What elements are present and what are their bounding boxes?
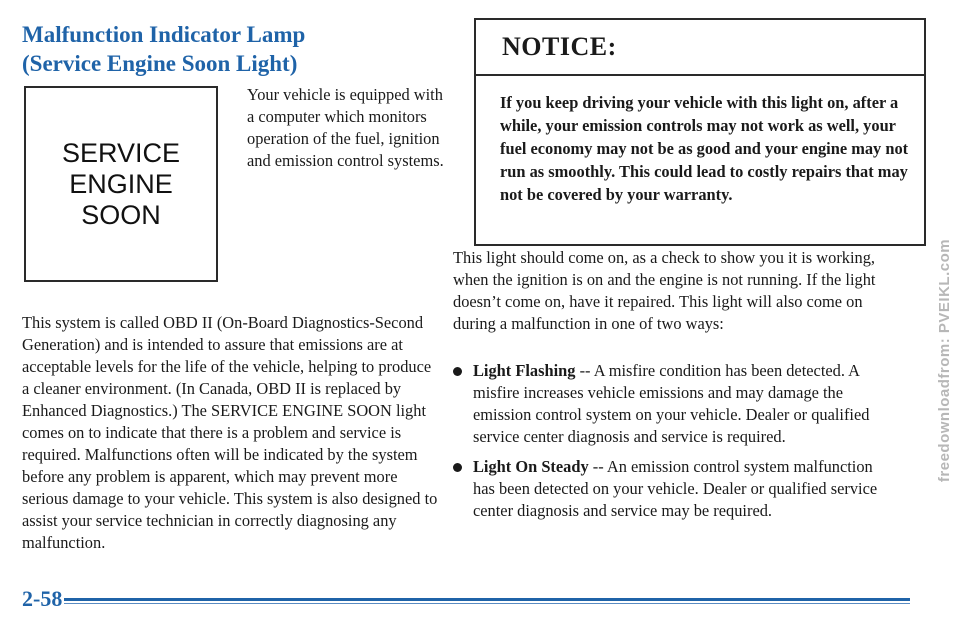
section-heading	[22, 20, 305, 78]
bullet-dot-icon	[453, 367, 462, 376]
heading-line-1: Malfunction Indicator Lamp	[22, 22, 306, 47]
service-engine-soon-lamp	[24, 86, 218, 282]
heading-line-2: (Service Engine Soon Light)	[22, 51, 298, 76]
footer-rule-thin	[64, 603, 910, 604]
notice-text: If you keep driving your vehicle with this light on, after a while, your emission controls may not work as well, your fuel economy may not be as good and your engine may not run as smoothly. This could lead to costly repairs that may not be covered by your warranty.	[500, 93, 909, 204]
list-item	[453, 456, 893, 522]
bullet-term: Light On Steady	[473, 457, 589, 476]
lamp-line-1: SERVICE	[61, 137, 181, 168]
bullet-dot-icon	[453, 463, 462, 472]
intro-paragraph: Your vehicle is equipped with a computer which monitors operation of the fuel, ignition and emission control systems.	[247, 85, 444, 170]
lamp-line-2: ENGINE	[69, 168, 173, 199]
bullet-text: -- An emission control system malfunction has been detected on your vehicle. Dealer or qualified service center diagnosis and service may be required.	[473, 457, 878, 520]
list-item	[453, 360, 893, 448]
footer-rule	[64, 598, 910, 601]
malfunction-modes-list	[453, 360, 893, 522]
watermark	[932, 100, 958, 620]
notice-title: NOTICE:	[476, 20, 924, 76]
watermark-text: freedownloadfrom: PVEIKL.com	[936, 238, 954, 482]
page-number: 2-58	[22, 586, 63, 611]
lamp-line-3: SOON	[81, 199, 161, 230]
lamp-label	[62, 138, 180, 231]
bullet-text: -- A misfire condition has been detected. A misfire increases vehicle emissions and may damage the emission control system on your vehicle. Dealer or qualified service center diagnosis and service is required.	[473, 361, 870, 446]
bullet-term: Light Flashing	[473, 361, 576, 380]
obd-paragraph: This system is called OBD II (On-Board Diagnostics-Second Generation) and is intended to assure that emissions are at acceptable levels for the life of the vehicle, helping to produce a cleaner environment. (In Canada, OBD II is replaced by Enhanced Diagnostics.) The SERVICE ENGINE SOON light comes on to indicate that there is a problem and service is required. Malfunctions often will be indicated by the system before any problem is apparent, which may prevent more serious damage to your vehicle. This system is also designed to assist your service technician in correctly diagnosing any malfunction.	[22, 313, 438, 552]
notice-box	[474, 18, 926, 246]
light-check-paragraph: This light should come on, as a check to show you it is working, when the ignition is on and the engine is not running. If the light doesn’t come on, have it repaired. This light will also come on during a malfunction in one of two ways:	[453, 248, 876, 333]
